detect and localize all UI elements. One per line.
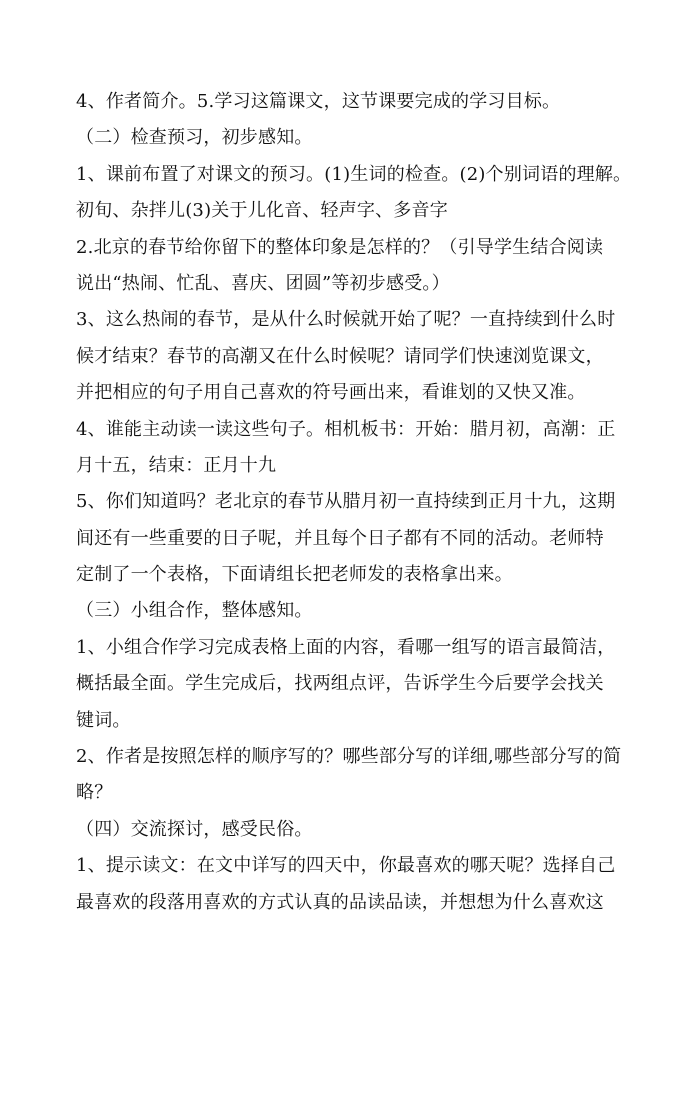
text-line-6: 说出“热闹、忙乱、喜庆、团圆”等初步感受。） (76, 272, 450, 294)
text-line-7: 3、这么热闹的春节，是从什么时候就开始了呢？一直持续到什么时 (76, 309, 616, 331)
text-line-14: 定制了一个表格，下面请组长把老师发的表格拿出来。 (76, 564, 513, 586)
document-body (76, 84, 632, 921)
text-line-9: 并把相应的句子用自己喜欢的符号画出来，看谁划的又快又准。 (76, 382, 586, 404)
text-line-17: 概括最全面。学生完成后，找两组点评，告诉学生今后要学会找关 (76, 673, 604, 695)
text-line-1: 4、作者简介。5.学习这篇课文，这节课要完成的学习目标。 (76, 91, 561, 112)
text-line-15: （三）小组合作，整体感知。 (76, 600, 313, 622)
text-line-8: 候才结束？春节的高潮又在什么时候呢？请同学们快速浏览课文， (76, 345, 604, 367)
text-line-11: 月十五，结束：正月十九 (76, 454, 277, 476)
text-line-19: 2、作者是按照怎样的顺序写的？哪些部分写的详细,哪些部分写的简 (76, 746, 622, 768)
text-line-21: （四）交流探讨，感受民俗。 (76, 818, 313, 840)
text-line-3: 1、课前布置了对课文的预习。(1)生词的检查。(2)个别词语的理解。 (76, 163, 632, 185)
text-line-2: （二）检查预习，初步感知。 (76, 127, 313, 149)
text-line-4: 初旬、杂拌儿(3)关于儿化音、轻声字、多音字 (76, 200, 448, 222)
text-line-10: 4、谁能主动读一读这些句子。相机板书：开始：腊月初，高潮：正 (76, 418, 616, 440)
text-line-5: 2.北京的春节给你留下的整体印象是怎样的？（引导学生结合阅读 (76, 236, 604, 258)
text-line-22: 1、提示读文：在文中详写的四天中，你最喜欢的哪天呢？选择自己 (76, 855, 616, 877)
text-line-16: 1、小组合作学习完成表格上面的内容，看哪一组写的语言最简洁， (76, 636, 616, 658)
text-line-12: 5、你们知道吗？老北京的春节从腊月初一直持续到正月十九，这期 (76, 491, 616, 513)
text-line-20: 略？ (76, 782, 113, 804)
text-line-13: 间还有一些重要的日子呢，并且每个日子都有不同的活动。老师特 (76, 527, 604, 549)
text-line-18: 键词。 (76, 709, 131, 731)
text-line-23: 最喜欢的段落用喜欢的方式认真的品读品读，并想想为什么喜欢这 (76, 891, 604, 913)
